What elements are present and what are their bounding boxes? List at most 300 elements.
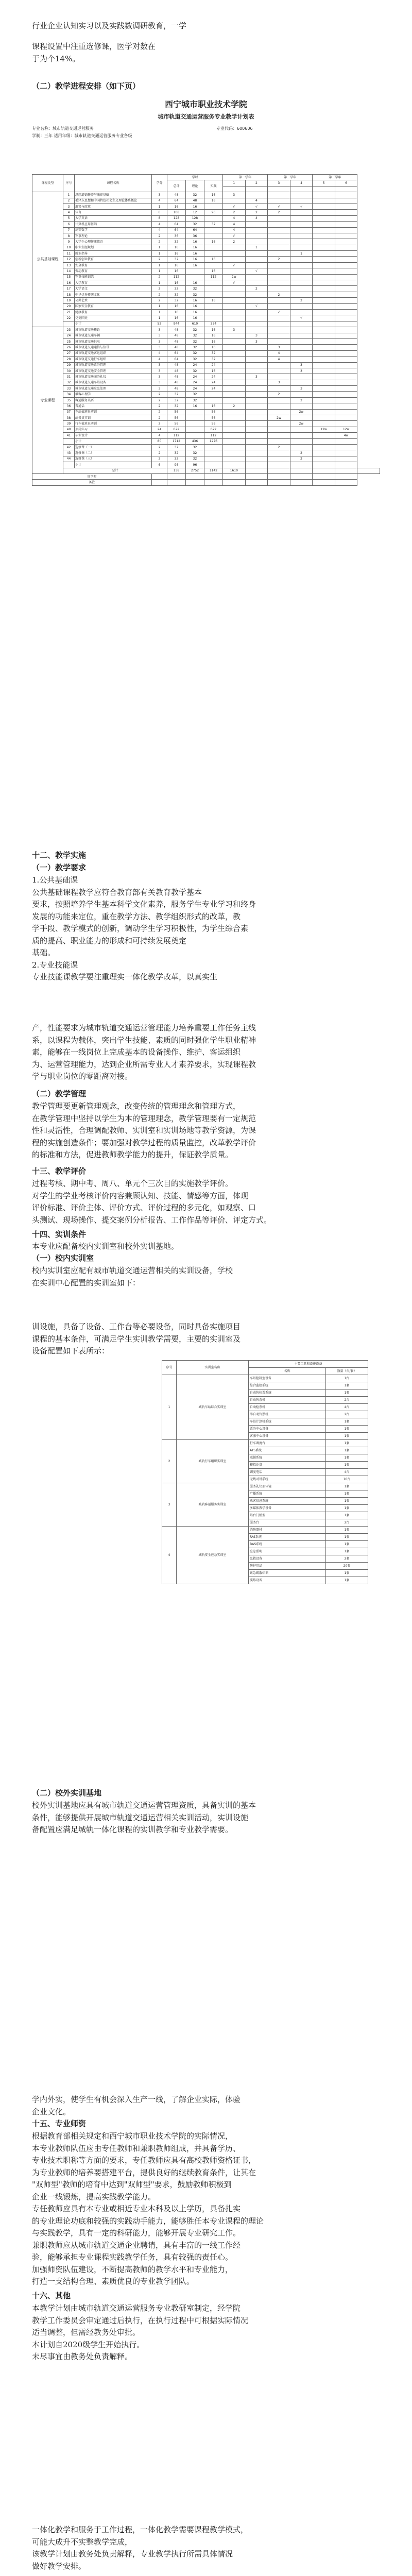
cell-s5 bbox=[313, 245, 335, 250]
cell-s1 bbox=[223, 257, 246, 262]
cell-name: 小计 bbox=[75, 321, 152, 327]
cell-s3 bbox=[268, 268, 290, 274]
cell-theory bbox=[186, 268, 204, 274]
cell-s6 bbox=[335, 362, 357, 368]
cell-name: 健康教育 bbox=[75, 309, 152, 315]
eq-no: 2 bbox=[162, 1440, 177, 1483]
cell-s1 bbox=[223, 292, 246, 297]
cell-theory: 96 bbox=[186, 462, 204, 468]
eq-header-main: 主要工具和设施设备 bbox=[249, 1361, 368, 1368]
cell-name: 选修课（二） bbox=[75, 450, 152, 456]
cell-theory: 32 bbox=[186, 456, 204, 462]
cell-s2 bbox=[245, 192, 268, 198]
total-label: 周学时 bbox=[32, 473, 152, 479]
cell-s1 bbox=[223, 321, 246, 327]
top-text-3: 于为个14%。 bbox=[32, 54, 80, 63]
eq-item-name: 自动售检票系统 bbox=[249, 1389, 326, 1397]
cell-theory: 32 bbox=[186, 392, 204, 397]
cell-s3 bbox=[268, 303, 290, 309]
table-row bbox=[32, 222, 380, 227]
cell-s1: 3 bbox=[223, 192, 246, 198]
paragraph-line: 学与职业岗位的零距离对接。 bbox=[32, 1072, 133, 1081]
cell-s1 bbox=[223, 268, 246, 274]
cell-s6 bbox=[335, 262, 357, 268]
cell-s5 bbox=[313, 251, 335, 257]
cell-name: 城市轨道交通应急处理 bbox=[75, 386, 152, 392]
cell-s4: 3 bbox=[290, 362, 313, 368]
cell-total: 48 bbox=[167, 345, 186, 350]
cell-credit: 1 bbox=[152, 315, 167, 321]
total-sem bbox=[245, 480, 268, 485]
cell-s4: 3 bbox=[290, 368, 313, 374]
cell-name: 中华优秀传统文化 bbox=[75, 292, 152, 297]
paragraph-line: 本专业教师队伍应由专任教师和兼职教师组成，并具备学历、 bbox=[32, 2143, 241, 2153]
paragraph-line: 课程的基本条件，可满足学生实训教学需要，主要的实训室及 bbox=[32, 1334, 241, 1344]
table-row bbox=[32, 327, 380, 333]
paragraph-line: 校内实训室应配有城市轨道交通运营相关的实训设备，学校 bbox=[32, 1266, 233, 1275]
paragraph-line: 公共基础课程教学应符合教育部有关教育教学基本 bbox=[32, 887, 202, 897]
cell-s6 bbox=[335, 456, 357, 462]
cell-s2 bbox=[245, 368, 268, 374]
cell-s3 bbox=[268, 321, 290, 327]
total-sem bbox=[245, 468, 268, 473]
cell-practice bbox=[204, 462, 223, 468]
cell-credit: 2 bbox=[152, 286, 167, 292]
cell-theory: 32 bbox=[186, 444, 204, 450]
cell-s2 bbox=[245, 345, 268, 350]
cell-name: 入学教育 bbox=[75, 280, 152, 286]
cell-no: 27 bbox=[63, 350, 75, 356]
cell-total: 16 bbox=[167, 251, 186, 257]
eq-item-name: 车站控制室设备 bbox=[249, 1375, 326, 1382]
cell-s5 bbox=[313, 268, 335, 274]
cell-s5 bbox=[313, 315, 335, 321]
cell-credit: 3 bbox=[152, 362, 167, 368]
cell-s3 bbox=[268, 227, 290, 233]
eq-item-qty: 1套 bbox=[326, 1462, 368, 1469]
cell-name: 车站值班员实训 bbox=[75, 409, 152, 415]
header-hours: 学时 bbox=[167, 175, 223, 180]
cell-practice: 24 bbox=[204, 380, 223, 385]
cell-name: 军事理论 bbox=[75, 233, 152, 239]
eq-item-name: 客服中心设备 bbox=[249, 1433, 326, 1440]
cell-s6 bbox=[335, 345, 357, 350]
cell-total: 56 bbox=[167, 415, 186, 421]
total-sem bbox=[223, 473, 246, 479]
cell-s5 bbox=[313, 227, 335, 233]
cell-total: 32 bbox=[167, 392, 186, 397]
header-practice: 实践 bbox=[204, 180, 223, 192]
eq-item-qty: 1套 bbox=[326, 1418, 368, 1426]
cell-s6 bbox=[335, 198, 357, 204]
table-row bbox=[32, 239, 380, 245]
cell-no: 18 bbox=[63, 292, 75, 297]
cell-s2 bbox=[245, 397, 268, 403]
paragraph-line: 专业技术职称等方面的要求，专任教师应具有高校教师资格证书， bbox=[32, 2156, 256, 2165]
eq-item-name: 服务礼仪形体镜 bbox=[249, 1483, 326, 1490]
paragraph-line: 校外实训基地应具有城市轨道交通运营管理资质，具备实训的基本 bbox=[32, 1801, 256, 1810]
eq-item-name: 演练设备 bbox=[249, 1577, 326, 1584]
total-sem bbox=[335, 473, 357, 479]
cell-total: 16 bbox=[167, 315, 186, 321]
cell-no: 29 bbox=[63, 362, 75, 368]
cell-practice: 112 bbox=[204, 274, 223, 280]
cell-name: 计算机应用基础 bbox=[75, 222, 152, 227]
total-theory bbox=[186, 480, 204, 485]
table-row bbox=[32, 262, 380, 268]
header-sem: 4 bbox=[290, 180, 313, 186]
cell-name: 小计 bbox=[75, 462, 152, 468]
cell-total: 672 bbox=[167, 427, 186, 432]
cell-no: 1 bbox=[63, 192, 75, 198]
cell-s1: 4 bbox=[223, 215, 246, 221]
cell-practice: 16 bbox=[204, 333, 223, 338]
cell-s1 bbox=[223, 450, 246, 456]
paragraph-line: 做好教学安排。 bbox=[32, 2561, 87, 2571]
eq-item-name: 车站计算机系统 bbox=[249, 1418, 326, 1426]
cell-s5 bbox=[313, 397, 335, 403]
eq-no: 1 bbox=[162, 1375, 177, 1440]
eq-item-qty: 1套 bbox=[326, 1426, 368, 1433]
table-row bbox=[162, 1440, 368, 1447]
cell-s4 bbox=[290, 357, 313, 362]
cell-s1 bbox=[223, 444, 246, 450]
table-row bbox=[32, 303, 380, 309]
eq-item-qty: 1套 bbox=[326, 1433, 368, 1440]
cell-s6 bbox=[335, 338, 357, 344]
cell-s3 bbox=[268, 421, 290, 427]
cell-credit: 3 bbox=[152, 380, 167, 385]
cell-s2: √ bbox=[245, 268, 268, 274]
cell-practice: 16 bbox=[204, 345, 223, 350]
cell-name: 大学英语 bbox=[75, 215, 152, 221]
paragraph-line: 一体化教学和服务于工作过程，一体化教学需要课程教学模式， bbox=[32, 2525, 249, 2534]
cell-credit: 2 bbox=[152, 444, 167, 450]
cell-theory: 16 bbox=[186, 251, 204, 257]
header-total: 总计 bbox=[167, 180, 186, 192]
cell-credit: 2 bbox=[152, 298, 167, 303]
cell-practice: 56 bbox=[204, 409, 223, 415]
cell-s3 bbox=[268, 333, 290, 338]
cell-s6 bbox=[335, 386, 357, 392]
cell-s3 bbox=[268, 233, 290, 239]
cell-theory: 16 bbox=[186, 298, 204, 303]
table-row bbox=[32, 215, 380, 221]
header-year-1: 第一学年 bbox=[223, 175, 268, 180]
cell-s4 bbox=[290, 233, 313, 239]
sub-teaching-evaluation: 十三、教学评价 bbox=[32, 1166, 87, 1176]
paragraph-line: 学手段、教学模式的创新，调动学生学习积极性，为学生综合素 bbox=[32, 924, 249, 933]
cell-s5 bbox=[313, 239, 335, 245]
cell-s2: √ bbox=[245, 204, 268, 209]
cell-s6 bbox=[335, 357, 357, 362]
cell-total: 32 bbox=[167, 298, 186, 303]
cell-s2 bbox=[245, 421, 268, 427]
cell-no: 23 bbox=[63, 327, 75, 333]
cell-s1 bbox=[223, 315, 246, 321]
total-sem bbox=[268, 473, 290, 479]
cell-practice bbox=[204, 456, 223, 462]
eq-item-name: 调度电话 bbox=[249, 1469, 326, 1476]
cell-credit: 4 bbox=[152, 433, 167, 438]
cell-s3 bbox=[268, 280, 290, 286]
paragraph-line: 为、运营管理能力，达到企业所需专业人才素养要求，实现课程教 bbox=[32, 1059, 256, 1069]
cell-practice bbox=[204, 215, 223, 221]
table-row bbox=[32, 456, 380, 462]
cell-s2: √ bbox=[245, 303, 268, 309]
header-sem: 5 bbox=[313, 180, 335, 186]
cell-name: 安全教育 bbox=[75, 262, 152, 268]
cell-s2: 2 bbox=[245, 286, 268, 292]
cell-practice: 16 bbox=[204, 368, 223, 374]
cell-total: 112 bbox=[167, 274, 186, 280]
table-row bbox=[32, 345, 380, 350]
cell-no: 16 bbox=[63, 280, 75, 286]
cell-name: 体育 bbox=[75, 210, 152, 215]
eq-item-qty: 4台 bbox=[326, 1469, 368, 1476]
cell-no: 41 bbox=[63, 433, 75, 438]
paragraph-line: 专任教师应具有本专业或相近专业本科及以上学历，具备扎实 bbox=[32, 2204, 241, 2213]
eq-item-qty: 1套 bbox=[326, 1382, 368, 1389]
cell-s5 bbox=[313, 292, 335, 297]
cell-s4 bbox=[290, 392, 313, 397]
cell-s1 bbox=[223, 350, 246, 356]
cell-s5 bbox=[313, 456, 335, 462]
cell-theory: 16 bbox=[186, 309, 204, 315]
cell-s5 bbox=[313, 262, 335, 268]
cell-no: 42 bbox=[63, 444, 75, 450]
cell-theory bbox=[186, 415, 204, 421]
paragraph-line: 性和灵活性，合理调配教师、实训室和实训场地等教学资源，为课 bbox=[32, 1126, 256, 1135]
total-sem bbox=[268, 468, 290, 473]
cell-s3 bbox=[268, 374, 290, 380]
cell-s6 bbox=[335, 280, 357, 286]
cell-practice: 32 bbox=[204, 357, 223, 362]
cell-practice bbox=[204, 245, 223, 250]
cell-name: 高等数学 bbox=[75, 227, 152, 233]
cell-s6 bbox=[335, 327, 357, 333]
cell-s2: 2 bbox=[245, 210, 268, 215]
cell-s1 bbox=[223, 251, 246, 257]
cell-s3 bbox=[268, 397, 290, 403]
header-course-name: 课程名称 bbox=[75, 175, 152, 192]
cell-s6 bbox=[335, 321, 357, 327]
cell-name: 国家安全教育 bbox=[75, 303, 152, 309]
cell-total: 16 bbox=[167, 280, 186, 286]
cell-s4 bbox=[290, 374, 313, 380]
cell-credit: 4 bbox=[152, 222, 167, 227]
meta-right: 专业代码：600606 bbox=[216, 126, 253, 131]
eq-item-qty: 1套 bbox=[326, 1505, 368, 1512]
cell-s5 bbox=[313, 438, 335, 444]
header-credit: 学分 bbox=[152, 175, 167, 192]
cell-no: 36 bbox=[63, 403, 75, 409]
total-credit bbox=[152, 480, 167, 485]
cell-s3 bbox=[268, 274, 290, 280]
cell-credit: 3 bbox=[152, 333, 167, 338]
table-row bbox=[32, 357, 380, 362]
eq-header-name: 名称 bbox=[249, 1368, 326, 1375]
cell-s3 bbox=[268, 239, 290, 245]
cell-no: 33 bbox=[63, 386, 75, 392]
cell-practice bbox=[204, 303, 223, 309]
total-practice: 1610 bbox=[223, 468, 246, 473]
header-year-3: 第三学年 bbox=[313, 175, 357, 180]
sub-offcampus-base: （二）校外实训基地 bbox=[32, 1788, 102, 1798]
cell-s4 bbox=[290, 239, 313, 245]
eq-no: 4 bbox=[162, 1527, 177, 1584]
cell-total: 112 bbox=[167, 433, 186, 438]
cell-total: 32 bbox=[167, 257, 186, 262]
cell-s2 bbox=[245, 262, 268, 268]
sub-training-conditions: 十四、实训条件 bbox=[32, 1230, 87, 1239]
eq-item-qty: 2台 bbox=[326, 1397, 368, 1404]
cell-credit: 4 bbox=[152, 357, 167, 362]
paragraph-line: 本计划自2020级学生开始执行。 bbox=[32, 2340, 145, 2349]
cell-s1 bbox=[223, 409, 246, 415]
table-row bbox=[32, 192, 380, 198]
cell-credit: 2 bbox=[152, 233, 167, 239]
cell-theory: 48 bbox=[186, 198, 204, 204]
cell-no: 37 bbox=[63, 409, 75, 415]
cell-s2 bbox=[245, 327, 268, 333]
total-sem bbox=[290, 473, 313, 479]
cell-theory: 16 bbox=[186, 315, 204, 321]
cell-theory: 24 bbox=[186, 386, 204, 392]
table-row bbox=[32, 280, 380, 286]
cell-s5 bbox=[313, 444, 335, 450]
cell-no: 10 bbox=[63, 245, 75, 250]
cell-total: 48 bbox=[167, 368, 186, 374]
eq-item-qty: 1套 bbox=[326, 1570, 368, 1577]
eq-no: 3 bbox=[162, 1483, 177, 1527]
table-row bbox=[32, 204, 380, 209]
eq-item-qty: 2台 bbox=[326, 1411, 368, 1418]
cell-s5 bbox=[313, 192, 335, 198]
table-row bbox=[32, 198, 380, 204]
cell-theory: 24 bbox=[186, 374, 204, 380]
cell-no: 11 bbox=[63, 251, 75, 257]
total-row bbox=[32, 480, 380, 485]
total-sem bbox=[313, 468, 335, 473]
cell-s6 bbox=[335, 303, 357, 309]
cell-no: 30 bbox=[63, 368, 75, 374]
cell-s4: 3 bbox=[290, 386, 313, 392]
total-sem bbox=[313, 480, 335, 485]
header-sem: 6 bbox=[335, 180, 357, 186]
cell-total: 32 bbox=[167, 456, 186, 462]
cell-s4 bbox=[290, 268, 313, 274]
cell-s1 bbox=[223, 198, 246, 204]
cell-theory: 610 bbox=[186, 321, 204, 327]
paragraph-line: 在实训中心配置的实训室如下： bbox=[32, 1278, 141, 1287]
eq-item-name: 无线对讲系统 bbox=[249, 1476, 326, 1483]
cell-name: 劳动教育 bbox=[75, 268, 152, 274]
cell-s5 bbox=[313, 303, 335, 309]
cell-credit: 3 bbox=[152, 368, 167, 374]
cell-s1: √ bbox=[223, 233, 246, 239]
table-row bbox=[32, 392, 380, 397]
cell-s5 bbox=[313, 233, 335, 239]
cell-s5 bbox=[313, 421, 335, 427]
cell-s1 bbox=[223, 386, 246, 392]
eq-item-name: 紧急疏散标识 bbox=[249, 1570, 326, 1577]
cell-total: 96 bbox=[167, 462, 186, 468]
cell-no: 28 bbox=[63, 357, 75, 362]
cell-theory: 32 bbox=[186, 368, 204, 374]
table-row bbox=[32, 233, 380, 239]
paragraph-line: 的标准和方法，促进教师教学能力的提升，保证教学质量。 bbox=[32, 1150, 233, 1159]
cell-name: 行车值班员实训 bbox=[75, 421, 152, 427]
table-row bbox=[32, 298, 380, 303]
cell-no: 13 bbox=[63, 262, 75, 268]
cell-theory: 32 bbox=[186, 345, 204, 350]
cell-total: 32 bbox=[167, 292, 186, 297]
cell-s6 bbox=[335, 403, 357, 409]
teaching-plan-table bbox=[32, 174, 380, 486]
header-year-2: 第二学年 bbox=[268, 175, 313, 180]
cell-total: 48 bbox=[167, 192, 186, 198]
section-teaching-progress: （二）教学进程安排（如下页） bbox=[32, 81, 141, 91]
cell-s2 bbox=[245, 392, 268, 397]
table-row bbox=[32, 350, 380, 356]
cell-s6 bbox=[335, 368, 357, 374]
cell-total: 16 bbox=[167, 245, 186, 250]
cell-theory: 32 bbox=[186, 397, 204, 403]
cell-s4 bbox=[290, 438, 313, 444]
eq-item-name: 半自动售票机 bbox=[249, 1411, 326, 1418]
cell-s6 bbox=[335, 227, 357, 233]
cell-s3 bbox=[268, 251, 290, 257]
cell-name: 城市轨道交通概论 bbox=[75, 327, 152, 333]
cell-practice bbox=[204, 397, 223, 403]
table-row bbox=[32, 444, 380, 450]
cell-s4 bbox=[290, 280, 313, 286]
cell-credit: 4 bbox=[152, 350, 167, 356]
cell-practice: 334 bbox=[204, 321, 223, 327]
cell-s2 bbox=[245, 321, 268, 327]
cell-s1 bbox=[223, 298, 246, 303]
cell-s5 bbox=[313, 345, 335, 350]
cell-s2: 3 bbox=[245, 374, 268, 380]
eq-item-qty: 2套 bbox=[326, 1555, 368, 1563]
para-training-conditions: 本专业应配备校内实训室和校外实训基地。 bbox=[32, 1242, 179, 1251]
total-sem bbox=[335, 480, 357, 485]
cell-theory: 12 bbox=[186, 210, 204, 215]
table-row bbox=[32, 251, 380, 257]
cell-s4 bbox=[290, 333, 313, 338]
cell-credit: 4 bbox=[152, 227, 167, 233]
total-sem bbox=[313, 473, 335, 479]
cell-s5 bbox=[313, 198, 335, 204]
cell-s4: 2w bbox=[290, 421, 313, 427]
table-row bbox=[32, 292, 380, 297]
cell-s5 bbox=[313, 403, 335, 409]
cell-s2 bbox=[245, 403, 268, 409]
eq-item-qty: 1套 bbox=[326, 1527, 368, 1534]
cell-s5 bbox=[313, 409, 335, 415]
cell-practice: 24 bbox=[204, 362, 223, 368]
eq-item-name: 消防器材 bbox=[249, 1527, 326, 1534]
cell-s5 bbox=[313, 374, 335, 380]
cell-theory: 32 bbox=[186, 333, 204, 338]
cell-s1 bbox=[223, 374, 246, 380]
cell-s2 bbox=[245, 357, 268, 362]
cell-s6 bbox=[335, 374, 357, 380]
cell-no: 2 bbox=[63, 198, 75, 204]
eq-item-qty: 1套 bbox=[326, 1440, 368, 1447]
cell-s2 bbox=[245, 315, 268, 321]
